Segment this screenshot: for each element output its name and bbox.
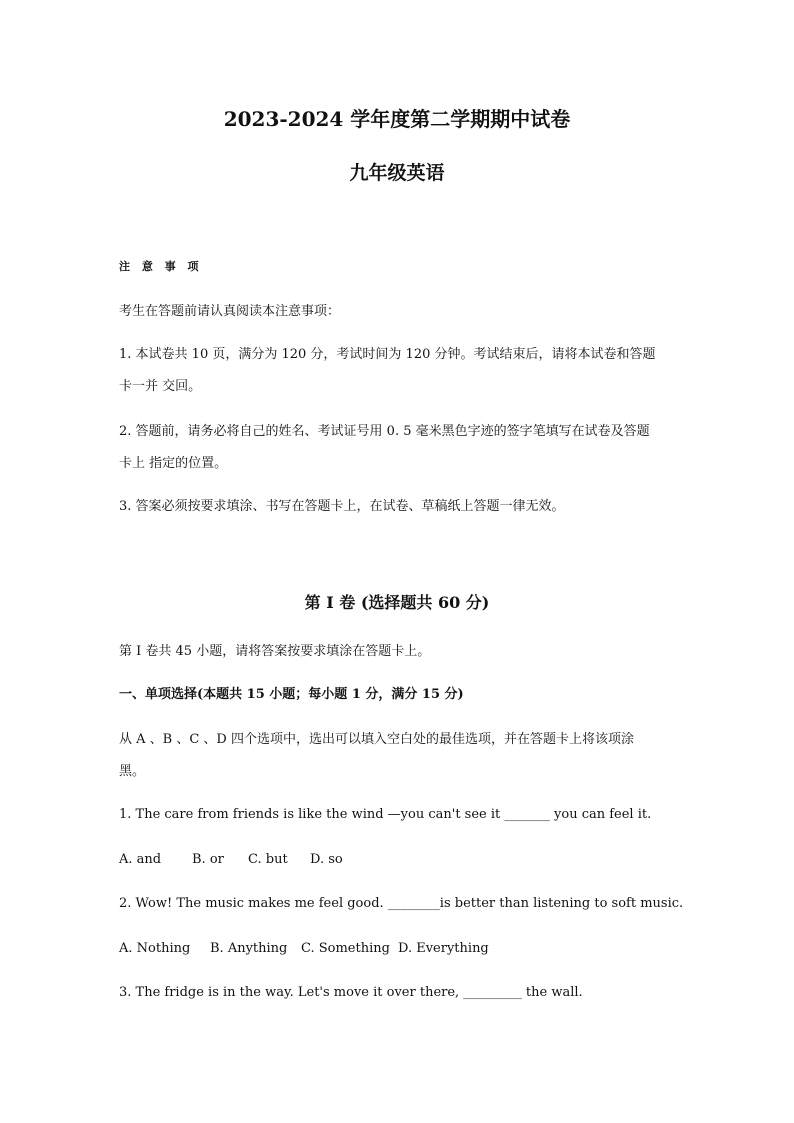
question-2-stem: 2. Wow! The music makes me feel good. ________is better than listening to soft music. [119,896,684,911]
notice-item-1-line-2: 卡一并 交回。 [119,379,202,394]
question-3-stem: 3. The fridge is in the way. Let's move it over there, _________ the wall. [119,985,583,1000]
notice-item-2-line-1: 2. 答题前，请务必将自己的姓名、考试证号用 0. 5 毫米黑色字迹的签字笔填写在试卷及答题 [119,424,650,439]
part-1-title: 一、单项选择(本题共 15 小题；每小题 1 分，满分 15 分) [119,687,464,702]
part-1-instructions-line-2: 黑。 [119,764,146,779]
exam-title: 2023-2024 学年度第二学期期中试卷 [223,107,571,131]
question-1-option-b[interactable]: B. or [192,852,224,867]
question-1-options [119,851,343,869]
question-2-option-c[interactable]: C. Something [301,941,390,956]
question-1-option-a[interactable]: A. and [119,852,162,867]
notice-item-1-line-1: 1. 本试卷共 10 页，满分为 120 分，考试时间为 120 分钟。考试结束后，请将本试卷和答题 [119,347,656,362]
section-1-title: 第 I 卷 (选择题共 60 分) [304,593,490,612]
notice-intro: 考生在答题前请认真阅读本注意事项： [119,304,341,319]
question-1-option-c[interactable]: C. but [248,852,288,867]
question-2-options [119,940,489,958]
question-1-stem: 1. The care from friends is like the wind —you can't see it _______ you can feel it. [119,807,652,822]
question-1-option-d[interactable]: D. so [310,852,343,867]
part-1-instructions-line-1: 从 A 、B 、C 、D 四个选项中，选出可以填入空白处的最佳选项，并在答题卡上将该项涂 [119,732,634,747]
notice-heading: 注 意 事 项 [119,260,203,273]
question-2-option-a[interactable]: A. Nothing [119,941,191,956]
notice-item-3: 3. 答案必须按要求填涂、书写在答题卡上，在试卷、草稿纸上答题一律无效。 [119,499,565,514]
notice-item-2-line-2: 卡上 指定的位置。 [119,456,228,471]
section-1-intro: 第 I 卷共 45 小题，请将答案按要求填涂在答题卡上。 [119,644,431,659]
question-2-option-d[interactable]: D. Everything [398,941,489,956]
question-2-option-b[interactable]: B. Anything [210,941,288,956]
exam-subtitle: 九年级英语 [349,162,445,184]
